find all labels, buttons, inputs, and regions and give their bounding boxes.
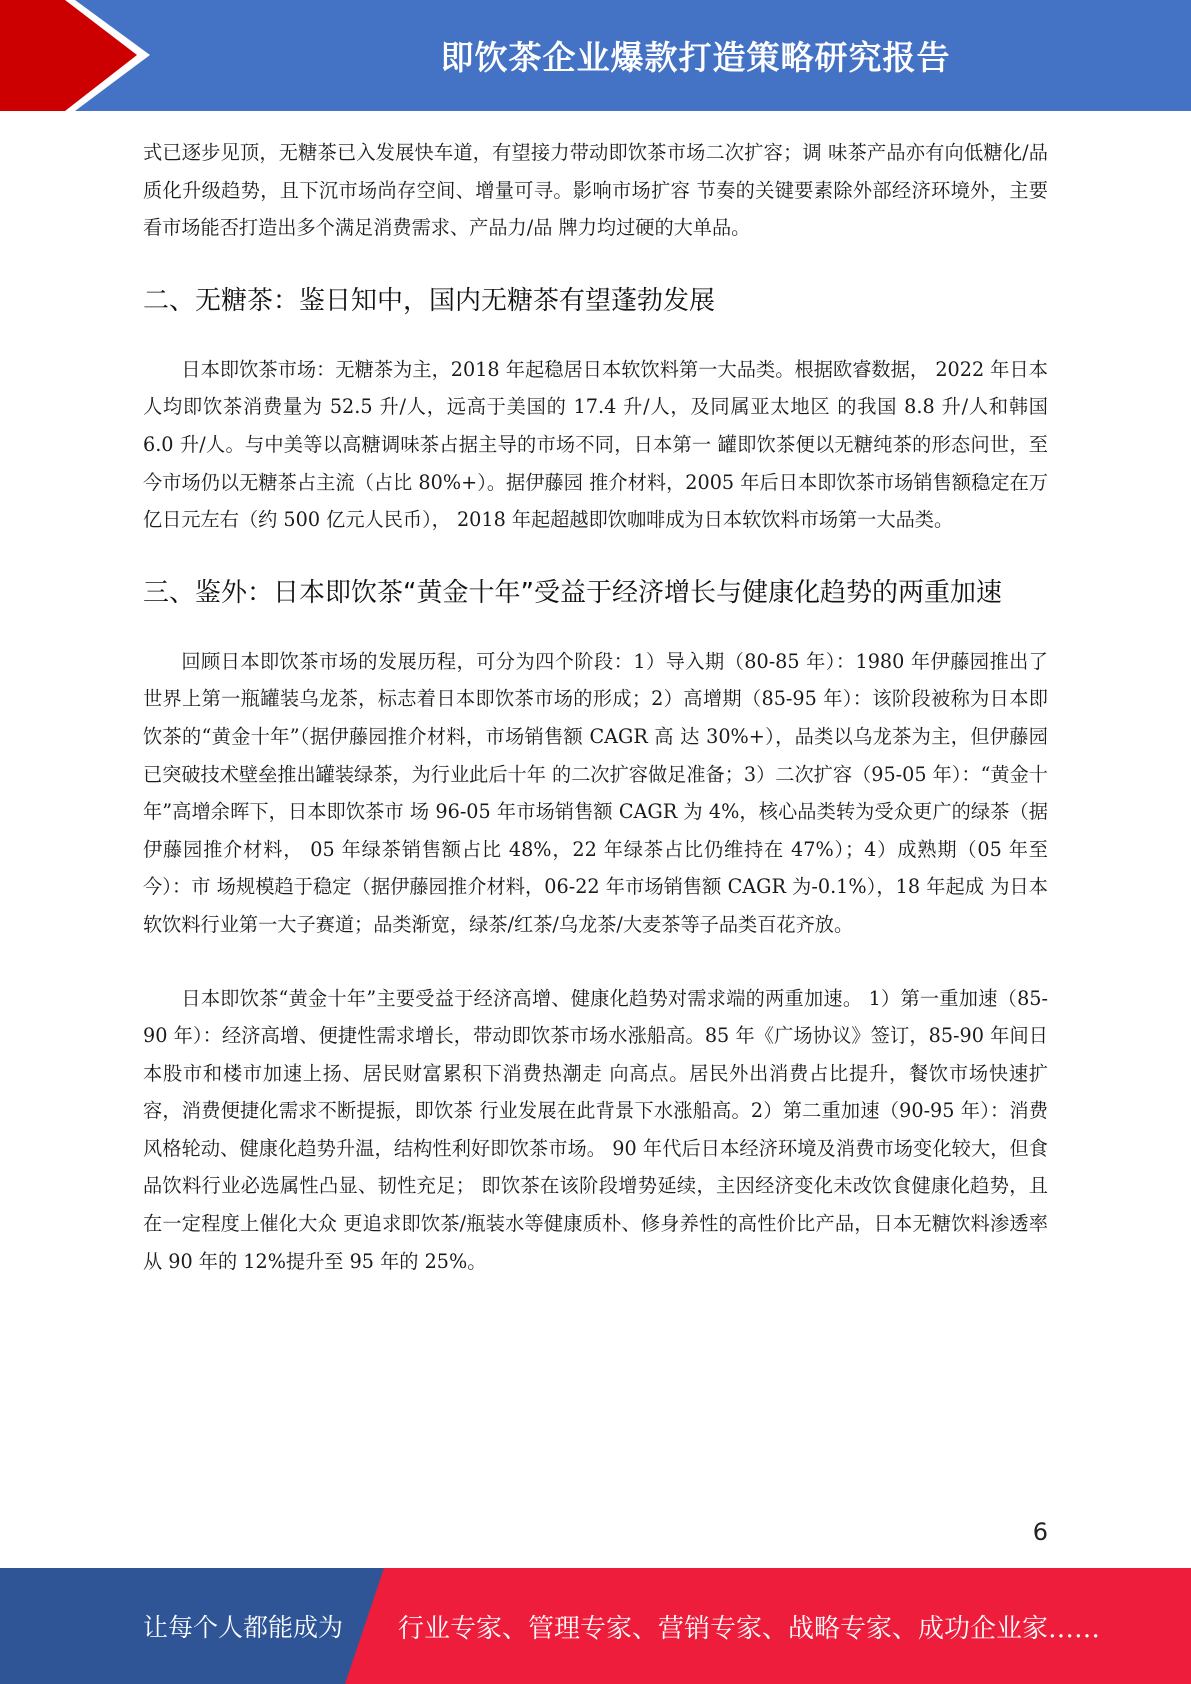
page-number: 6: [1032, 1518, 1048, 1546]
report-header: [0, 0, 1191, 111]
report-title: 即饮茶企业爆款打造策略研究报告: [440, 38, 951, 77]
footer-slogan-right: 行业专家、管理专家、营销专家、战略专家、成功企业家……: [398, 1613, 1101, 1644]
section-3-paragraph-1: 回顾日本即饮茶市场的发展历程，可分为四个阶段：1）导入期（80-85 年）：1980 年伊藤园推出了世界上第一瓶罐装乌龙茶，标志着日本即饮茶市场的形成；2）高增期（85-95 年）：该阶段被称为日本即饮茶的“黄金十年”（据伊藤园推介材料，市场销售额 CAGR 高 达 30%+），品类以乌龙茶为主，但伊藤园已突破技术壁垒推出罐装绿茶，为行业此后十年 的二次扩容做足准备；3）二次扩容（95-05 年）：“黄金十年”高增余晖下，日本即饮茶市 场 96-05 年市场销售额 CAGR 为 4%，核心品类转为受众更广的绿茶（据伊藤园推介材料， 05 年绿茶销售额占比 48%，22 年绿茶占比仍维持在 47%）；4）成熟期（05 年至今）：市 场规模趋于稳定（据伊藤园推介材料，06-22 年市场销售额 CAGR 为-0.1%），18 年起成 为日本软饮料行业第一大子赛道；品类渐宽，绿茶/红茶/乌龙茶/大麦茶等子品类百花齐放。: [143, 649, 1048, 936]
section-2-paragraph: 日本即饮茶市场：无糖茶为主，2018 年起稳居日本软饮料第一大品类。根据欧睿数据， 2022 年日本人均即饮茶消费量为 52.5 升/人，远高于美国的 17.4 升/人，及同属亚太地区 的我国 8.8 升/人和韩国 6.0 升/人。与中美等以高糖调味茶占据主导的市场不同，日本第一 罐即饮茶便以无糖纯茶的形态问世，至今市场仍以无糖茶占主流（占比 80%+）。据伊藤园 推介材料，2005 年后日本即饮茶市场销售额稳定在万亿日元左右（约 500 亿元人民币）， 2018 年起超越即饮咖啡成为日本软饮料市场第一大品类。: [143, 357, 1048, 532]
section-2-heading: 二、无糖茶：鉴日知中，国内无糖茶有望蓬勃发展: [143, 285, 716, 316]
footer-slogan-left: 让每个人都能成为: [143, 1613, 344, 1642]
report-footer: [0, 1568, 1191, 1684]
header-chevron-decoration: [0, 0, 170, 111]
section-3-paragraph-2: 日本即饮茶“黄金十年”主要受益于经济高增、健康化趋势对需求端的两重加速。 1）第一重加速（85-90 年）：经济高增、便捷性需求增长，带动即饮茶市场水涨船高。85 年《广场协议》签订，85-90 年间日本股市和楼市加速上扬、居民财富累积下消费热潮走 向高点。居民外出消费占比提升，餐饮市场快速扩容，消费便捷化需求不断提振，即饮茶 行业发展在此背景下水涨船高。2）第二重加速（90-95 年）：消费风格轮动、健康化趋势升温，结构性利好即饮茶市场。 90 年代后日本经济环境及消费市场变化较大，但食品饮料行业必选属性凸显、韧性充足； 即饮茶在该阶段增势延续，主因经济变化未改饮食健康化趋势，且在一定程度上催化大众 更追求即饮茶/瓶装水等健康质朴、修身养性的高性价比产品，日本无糖饮料渗透率从 90 年的 12%提升至 95 年的 25%。: [143, 986, 1048, 1273]
intro-paragraph: 式已逐步见顶，无糖茶已入发展快车道，有望接力带动即饮茶市场二次扩容；调 味茶产品亦有向低糖化/品质化升级趋势，且下沉市场尚存空间、增量可寻。影响市场扩容 节奏的关键要素除外部经济环境外，主要看市场能否打造出多个满足消费需求、产品力/品 牌力均过硬的大单品。: [143, 141, 1048, 240]
document-body: [143, 134, 1048, 1280]
section-3-heading: 三、鉴外：日本即饮茶“黄金十年”受益于经济增长与健康化趋势的两重加速: [143, 577, 1002, 608]
